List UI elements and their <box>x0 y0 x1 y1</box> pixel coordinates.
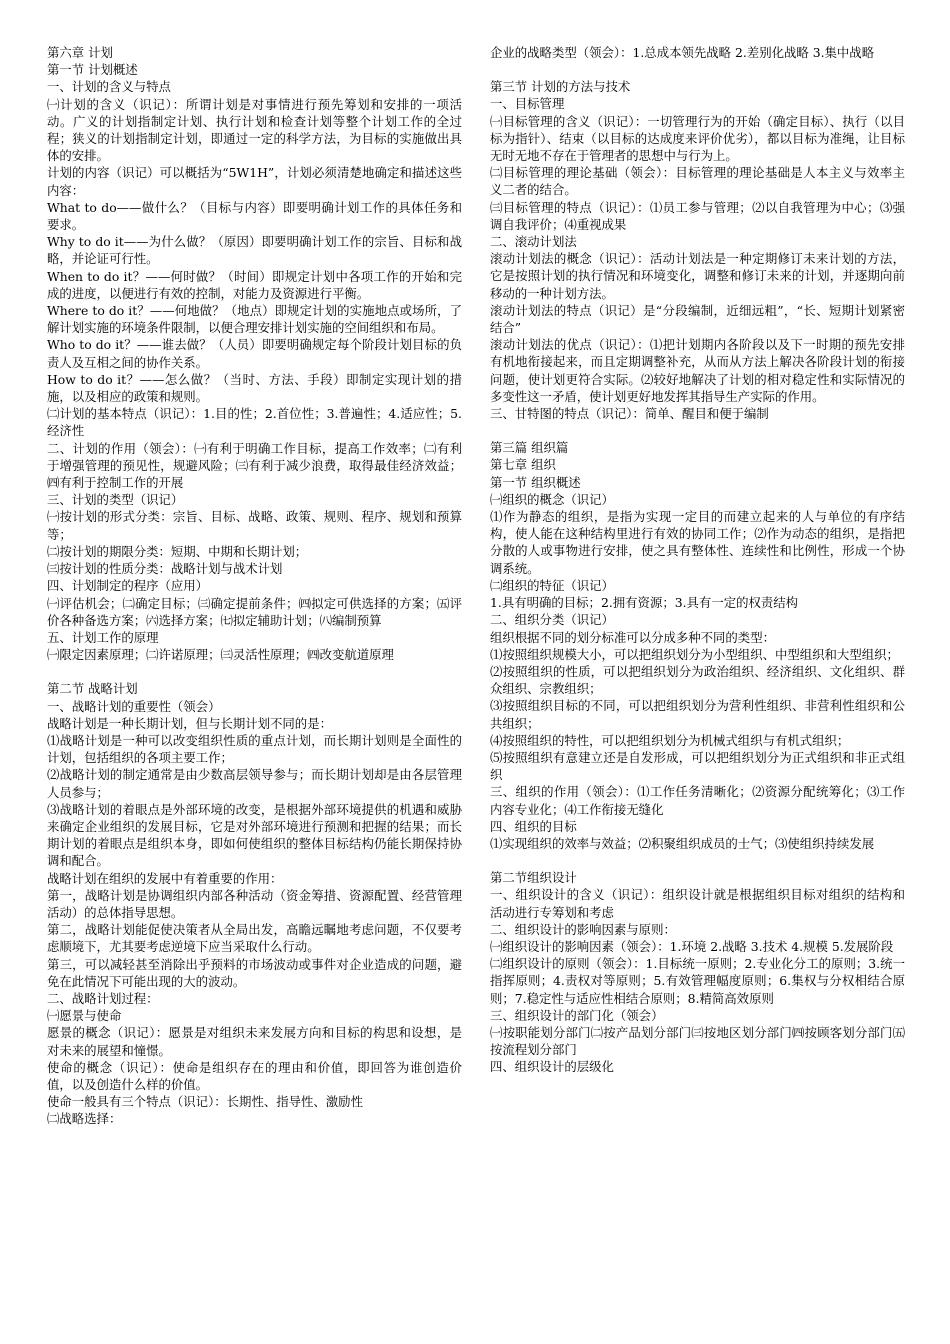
text-paragraph: 愿景的概念（识记）：愿景是对组织未来发展方向和目标的构思和设想，是对未来的展望和憧憬。 <box>47 1025 462 1058</box>
text-paragraph: ㈡计划的基本特点（识记）：1.目的性；2.首位性；3.普遍性；4.适应性；5.经济性 <box>47 406 462 439</box>
text-paragraph: 使命一般具有三个特点（识记）：长期性、指导性、激励性 <box>47 1094 363 1110</box>
paragraph-spacer <box>47 663 462 680</box>
text-paragraph: ⑴战略计划是一种可以改变组织性质的重点计划，而长期计划则是全面性的计划，包括组织的各项主要工作； <box>47 732 462 766</box>
text-paragraph: 战略计划在组织的发展中有着重要的作用： <box>47 870 283 886</box>
text-paragraph: 滚动计划法的特点（识记）是“分段编制，近细远粗”，“长、短期计划紧密结合” <box>490 302 905 336</box>
text-paragraph: ㈠计划的含义（识记）：所谓计划是对事情进行预先筹划和安排的一项活动。广义的计划指制定计划、执行计划和检查计划等整个计划工作的全过程；狭义的计划指制定计划，即通过一定的科学方法，为目标的实施做出具体的安排。 <box>47 96 462 164</box>
text-paragraph: ㈢按计划的性质分类：战略计划与战术计划 <box>47 561 283 577</box>
text-paragraph: 1.具有明确的目标；2.拥有资源；3.具有一定的权责结构 <box>490 595 799 611</box>
text-paragraph: ㈠组织的概念（识记） <box>490 491 614 507</box>
text-paragraph: 第一节 计划概述 <box>47 62 138 78</box>
text-paragraph: How to do it？——怎么做？（当时、方法、手段）即制定实现计划的措施，以及相应的政策和规则。 <box>47 371 462 405</box>
text-paragraph: ⑴实现组织的效率与效益；⑵积聚组织成员的士气；⑶使组织持续发展 <box>490 835 875 851</box>
text-paragraph: 一、战略计划的重要性（领会） <box>47 698 221 714</box>
text-paragraph: ㈡目标管理的理论基础（领会）：目标管理的理论基础是人本主义与效率主义二者的结合。 <box>490 165 905 198</box>
text-paragraph: ㈠按职能划分部门㈡按产品划分部门㈢按地区划分部门㈣按顾客划分部门㈤按流程划分部门 <box>490 1024 905 1058</box>
text-paragraph: ㈠组织设计的影响因素（领会）：1.环境 2.战略 3.技术 4.规模 5.发展阶段 <box>490 938 894 954</box>
text-paragraph: 第七章 组织 <box>490 457 556 473</box>
text-paragraph: 第一节 组织概述 <box>490 474 581 490</box>
text-paragraph: 第二，战略计划能促使决策者从全局出发，高瞻远瞩地考虑问题，不仅要考虑顺境下，尤其要考虑逆境下应当采取什么行动。 <box>47 922 462 955</box>
text-paragraph: ㈠目标管理的含义（识记）：一切管理行为的开始（确定目标）、执行（以目标为指针）、结束（以目标的达成度来评价优劣），都以目标为准绳，让目标无时无地不存在于管理者的思想中与行为上。 <box>490 113 905 164</box>
left-text-column <box>47 44 462 1128</box>
text-paragraph: Where to do it？——何地做？（地点）即规定计划的实施地点或场所，了解计划实施的环境条件限制，以便合理安排计划实施的空间组织和布局。 <box>47 303 462 336</box>
text-paragraph: ㈠按计划的形式分类：宗旨、目标、战略、政策、规则、程序、规划和预算等； <box>47 509 462 542</box>
text-paragraph: Why to do it——为什么做？（原因）即要明确计划工作的宗旨、目标和战略，并论证可行性。 <box>47 234 462 267</box>
text-paragraph: 二、战略计划过程： <box>47 990 159 1006</box>
paragraph-spacer <box>490 422 905 439</box>
text-paragraph: 第二节组织设计 <box>490 870 577 886</box>
text-paragraph: 组织根据不同的划分标准可以分成多种不同的类型： <box>490 629 775 645</box>
text-paragraph: ㈠评估机会；㈡确定目标；㈢确定提前条件；㈣拟定可供选择的方案；㈤评价各种备选方案；㈥选择方案；㈦拟定辅助计划；㈧编制预算 <box>47 595 462 628</box>
text-paragraph: ⑵按照组织的性质，可以把组织划分为政治组织、经济组织、文化组织、群众组织、宗教组织； <box>490 663 905 697</box>
text-paragraph: 滚动计划法的优点（识记）：⑴把计划期内各阶段以及下一时期的预先安排有机地衔接起来，而且定期调整补充，从而从方法上解决各阶段计划的衔接问题，使计划更符合实际。⑵较好地解决了计划的相对稳定性和实际情况的多变性这一矛盾，使计划更好地发挥其指导生产实际的作用。 <box>490 337 905 404</box>
text-paragraph: When to do it？——何时做？（时间）即规定计划中各项工作的开始和完成的进度，以便进行有效的控制，对能力及资源进行平衡。 <box>47 268 462 301</box>
text-paragraph: 第三篇 组织篇 <box>490 440 569 456</box>
text-paragraph: 计划的内容（识记）可以概括为“5W1H”，计划必须清楚地确定和描述这些内容： <box>47 165 462 198</box>
text-paragraph: ㈡按计划的期限分类：短期、中期和长期计划； <box>47 543 308 559</box>
text-paragraph: 三、甘特图的特点（识记）：简单、醒目和便于编制 <box>490 406 769 422</box>
text-paragraph: 四、组织设计的层级化 <box>490 1059 614 1075</box>
text-paragraph: ⑸按照组织有意建立还是自发形成，可以把组织划分为正式组织和非正式组织 <box>490 749 905 783</box>
text-paragraph: Who to do it？——谁去做？（人员）即要明确规定每个阶段计划目标的负责人及互相之间的协作关系。 <box>47 337 462 370</box>
text-paragraph: ⑶按照组织目标的不同，可以把组织划分为营利性组织、非营利性组织和公共组织； <box>490 698 905 731</box>
text-paragraph: What to do——做什么？（目标与内容）即要明确计划工作的具体任务和要求。 <box>47 199 462 233</box>
text-paragraph: ㈡战略选择： <box>47 1111 122 1127</box>
text-paragraph: ㈠愿景与使命 <box>47 1008 122 1024</box>
text-paragraph: 使命的概念（识记）：使命是组织存在的理由和价值，即回答为谁创造价值，以及创造什么样的价值。 <box>47 1059 462 1092</box>
right-text-column <box>490 44 905 1076</box>
text-paragraph: 第三节 计划的方法与技术 <box>490 79 631 95</box>
text-paragraph: 二、计划的作用（领会）：㈠有利于明确工作目标，提高工作效率；㈡有利于增强管理的预见性，规避风险；㈢有利于减少浪费，取得最佳经济效益；㈣有利于控制工作的开展 <box>47 440 462 491</box>
paragraph-spacer <box>490 61 905 78</box>
text-paragraph: 一、计划的含义与特点 <box>47 79 171 95</box>
text-paragraph: ㈢目标管理的特点（识记）：⑴员工参与管理；⑵以自我管理为中心；⑶强调自我评价；⑷重视成果 <box>490 199 905 232</box>
text-paragraph: 一、目标管理 <box>490 96 565 112</box>
text-paragraph: 二、组织设计的影响因素与原则： <box>490 921 676 937</box>
text-paragraph: ⑴按照组织规模大小，可以把组织划分为小型组织、中型组织和大型组织； <box>490 646 899 662</box>
text-paragraph: 三、组织的作用（领会）：⑴工作任务清晰化；⑵资源分配统筹化；⑶工作内容专业化；⑷工作衔接无缝化 <box>490 784 905 817</box>
text-paragraph: 第六章 计划 <box>47 45 113 60</box>
text-paragraph: ⑵战略计划的制定通常是由少数高层领导参与；而长期计划却是由各层管理人员参与； <box>47 767 462 800</box>
text-paragraph: ⑶战略计划的着眼点是外部环境的改变，是根据外部环境提供的机遇和威胁来确定企业组织的发展目标，它是对外部环境进行预测和把握的结果；而长期计划的着眼点是组织本身，即如何使组织的整体目标结构仍能长期保持协调和配合。 <box>47 801 462 869</box>
text-paragraph: 二、组织分类（识记） <box>490 612 614 628</box>
text-paragraph: 三、组织设计的部门化（领会） <box>490 1007 664 1023</box>
text-paragraph: ㈡组织设计的原则（领会）：1.目标统一原则；2.专业化分工的原则；3.统一指挥原则；4.责权对等原则；5.有效管理幅度原则；6.集权与分权相结合原则；7.稳定性与适应性相结合原则；8.精简高效原则 <box>490 956 905 1006</box>
text-paragraph: 战略计划是一种长期计划，但与长期计划不同的是： <box>47 715 332 731</box>
text-paragraph: 一、组织设计的含义（识记）：组织设计就是根据组织目标对组织的结构和活动进行专筹划和考虑 <box>490 887 905 920</box>
text-paragraph: ⑷按照组织的特性，可以把组织划分为机械式组织与有机式组织； <box>490 732 850 748</box>
text-paragraph: 五、计划工作的原理 <box>47 629 159 645</box>
text-paragraph: 滚动计划法的概念（识记）：活动计划法是一种定期修订未来计划的方法，它是按照计划的执行情况和环境变化，调整和修订未来的计划，并逐期向前移动的一种计划方法。 <box>490 251 905 301</box>
text-paragraph: ㈠限定因素原理；㈡许诺原理；㈢灵活性原理；㈣改变航道原理 <box>47 647 394 663</box>
text-paragraph: 第二节 战略计划 <box>47 681 138 697</box>
text-paragraph: 四、组织的目标 <box>490 818 577 834</box>
text-paragraph: 第三，可以减轻甚至消除出乎预料的市场波动或事件对企业造成的问题，避免在此情况下可能出现的大的波动。 <box>47 956 462 989</box>
text-paragraph: ㈡组织的特征（识记） <box>490 577 614 593</box>
text-paragraph: 二、滚动计划法 <box>490 234 577 250</box>
text-paragraph: ⑴作为静态的组织，是指为实现一定目的而建立起来的人与单位的有序结构，使人能在这种结构里进行有效的协同工作；⑵作为动态的组织，是指把分散的人或事物进行安排，使之具有整体性、连续性和比例性，形成一个协调系统。 <box>490 509 905 576</box>
paragraph-spacer <box>490 852 905 869</box>
text-paragraph: 四、计划制定的程序（应用） <box>47 578 209 594</box>
text-paragraph: 三、计划的类型（识记） <box>47 492 184 508</box>
text-paragraph: 企业的战略类型（领会）：1.总成本领先战略 2.差别化战略 3.集中战略 <box>490 45 875 60</box>
text-paragraph: 第一，战略计划是协调组织内部各种活动（资金筹措、资源配置、经营管理活动）的总体指导思想。 <box>47 887 462 920</box>
